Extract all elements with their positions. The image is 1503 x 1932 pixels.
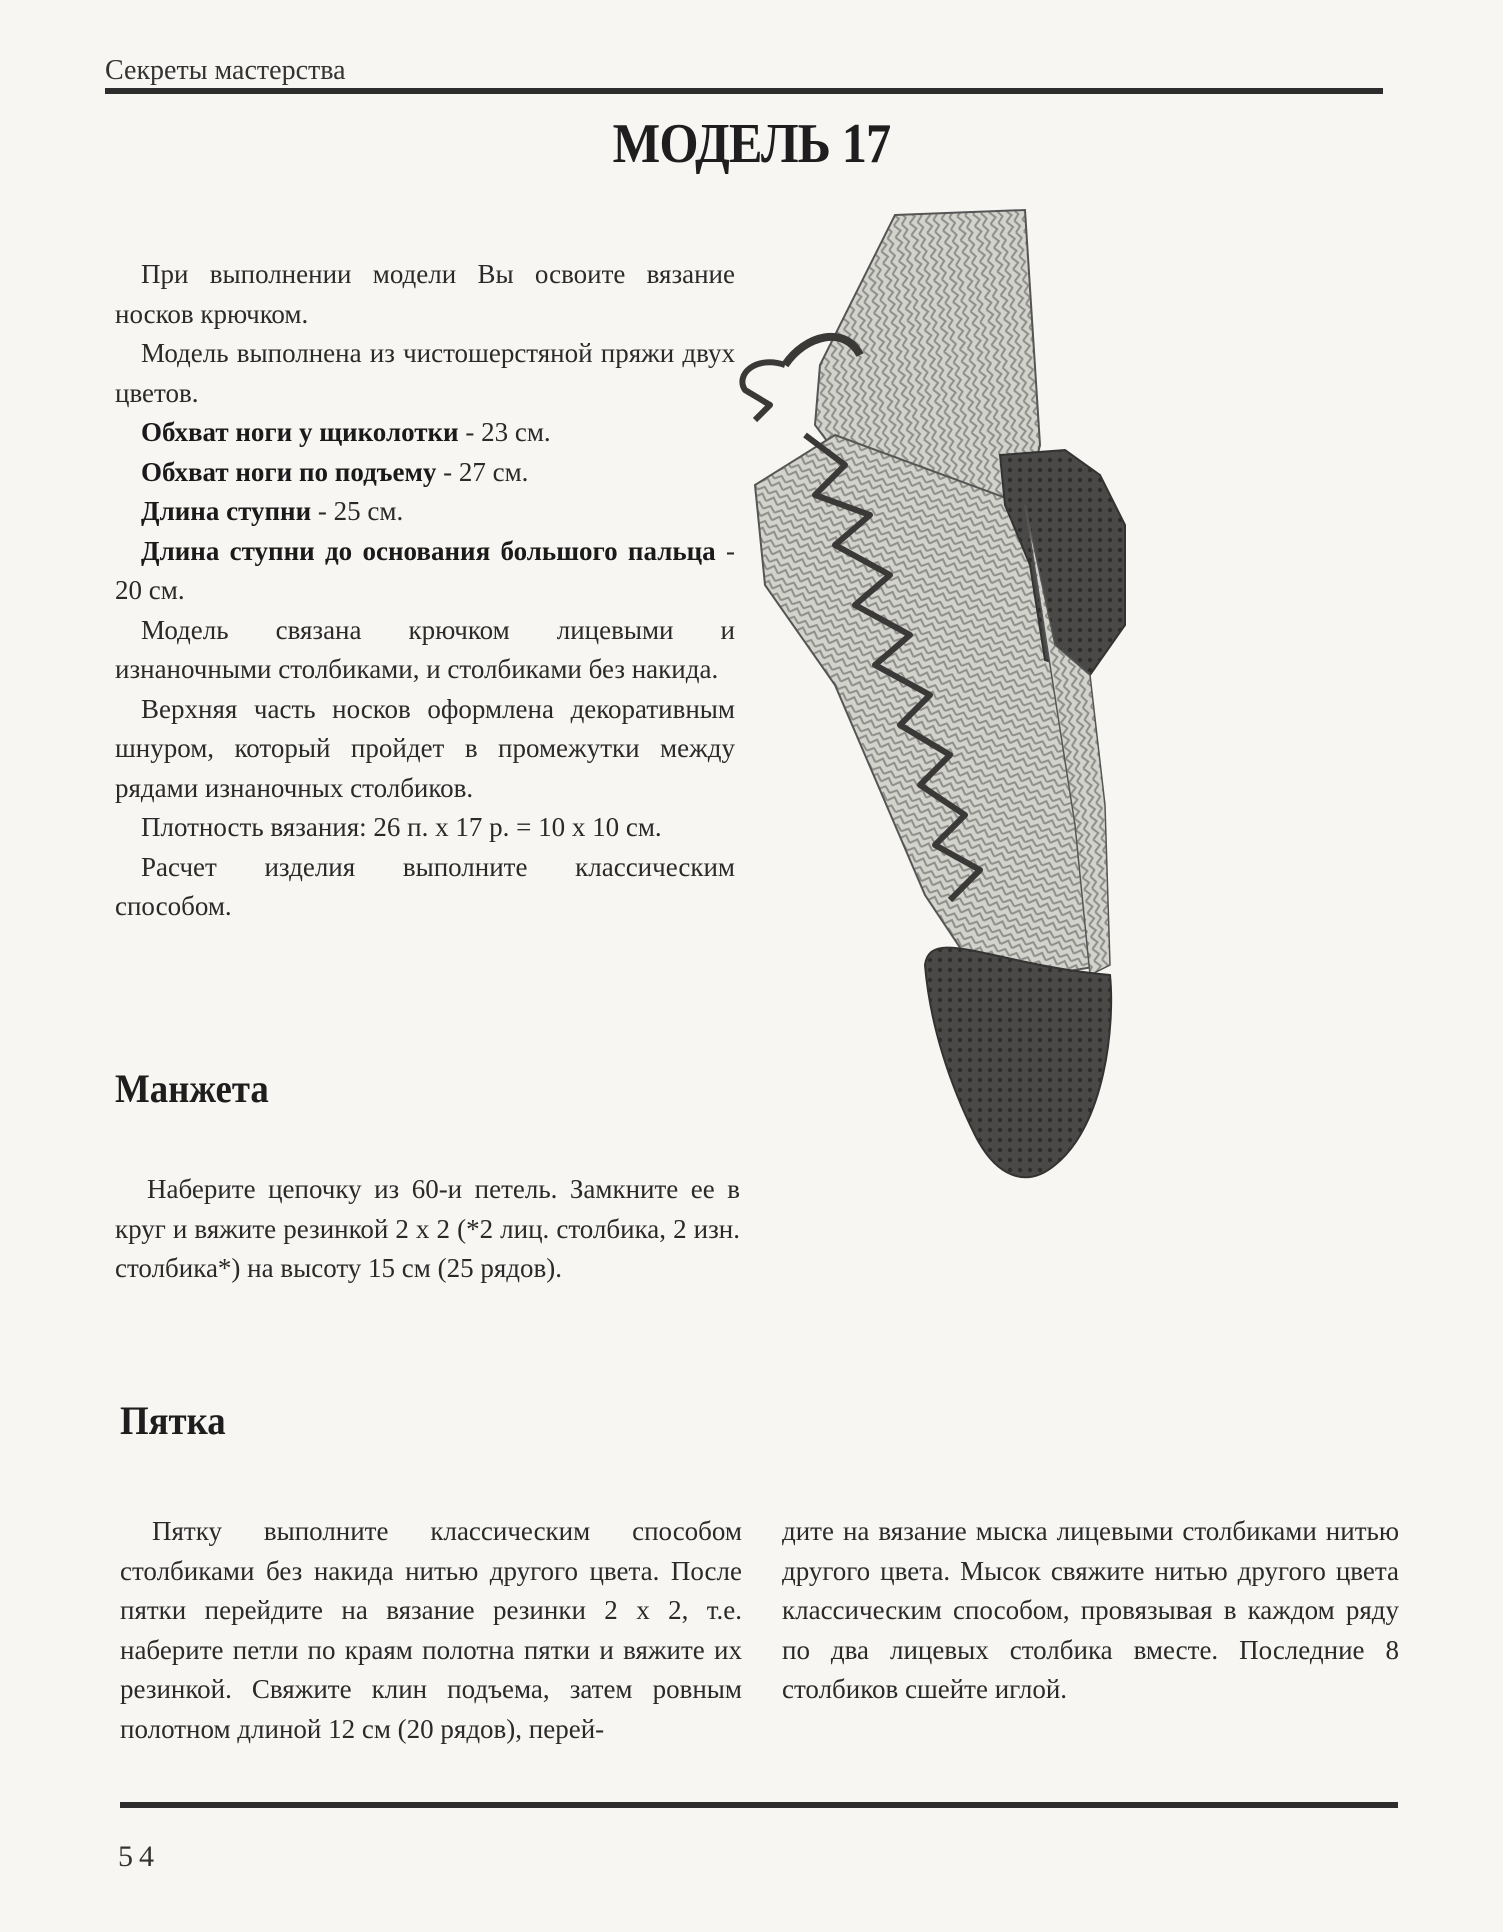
spec-toe-length (115, 532, 735, 611)
spec-value: - 23 см. (458, 417, 551, 447)
page-title: МОДЕЛЬ 17 (612, 113, 891, 175)
intro-paragraph: При выполнении модели Вы освоите вязание носков крючком. (115, 259, 735, 329)
intro-paragraph: Расчет изделия выполните классическим способом. (115, 851, 735, 921)
cuff-heading: Манжета (115, 1066, 269, 1111)
spec-instep (115, 453, 735, 493)
heel-paragraph-continued: дите на вязание мыска лицевыми столбиками нитью другого цвета. Мысок свяжите нитью другого цвета классическим способом, провязывая в каждом ряду по два лицевых столбика вместе. Последние 8 столбиков сшейте иглой. (782, 1516, 1399, 1704)
spec-label: Обхват ноги у щиколотки (141, 417, 459, 447)
heel-text-right (782, 1512, 1399, 1710)
heel-paragraph: Пятку выполните классическим способом столбиками без накида нитью другого цвета. После пятки перейдите на вязание резинки 2 х 2, т.е. наберите петли по краям полотна пятки и вяжите их резинкой. Свяжите клин подъема, затем ровным полотном длиной 12 см (20 рядов), перей- (120, 1516, 742, 1744)
spec-ankle (115, 413, 735, 453)
bottom-rule (120, 1802, 1398, 1808)
sock-illustration (695, 205, 1405, 1195)
spec-foot-length (115, 492, 735, 532)
intro-paragraph: Модель связана крючком лицевыми и изнаночными столбиками, и столбиками без накида. (115, 614, 735, 684)
spec-label: Длина ступни (141, 496, 312, 526)
cuff-text (115, 1170, 740, 1289)
spec-label: Обхват ноги по подъему (141, 456, 437, 487)
spec-value: - 27 см. (436, 456, 529, 487)
spec-value: - 20 см. (115, 535, 735, 605)
spec-value: - 25 см. (311, 496, 404, 526)
running-head: Секреты мастерства (105, 55, 346, 86)
page-number: 54 (118, 1840, 160, 1873)
top-rule (105, 88, 1383, 94)
intro-column (115, 255, 735, 927)
intro-paragraph: Модель выполнена из чистошерстяной пряжи двух цветов. (115, 338, 735, 408)
intro-paragraph: Верхняя часть носков оформлена декоративным шнуром, который пройдет в промежутки между рядами изнаночных столбиков. (115, 693, 735, 803)
heel-text-left (120, 1512, 742, 1749)
heel-heading: Пятка (120, 1398, 226, 1443)
gauge-paragraph: Плотность вязания: 26 п. х 17 р. = 10 х 10 см. (141, 812, 662, 842)
sock-toe (925, 948, 1111, 1178)
cuff-paragraph: Наберите цепочку из 60-и петель. Замкните ее в круг и вяжите резинкой 2 х 2 (*2 лиц. столбика, 2 изн. столбика*) на высоту 15 см (25 рядов). (115, 1174, 740, 1283)
spec-label: Длина ступни до основания большого пальца (141, 535, 716, 566)
